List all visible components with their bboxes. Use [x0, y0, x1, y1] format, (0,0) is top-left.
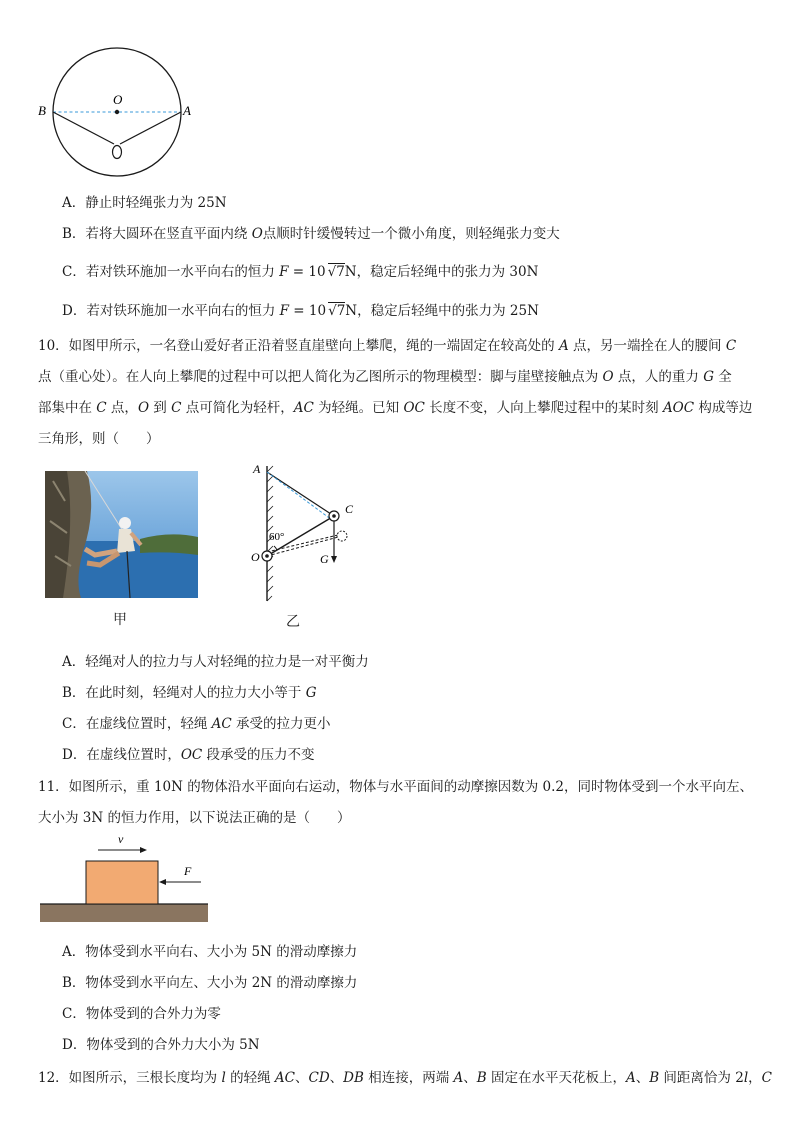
q11-option-d: D．物体受到的合外力大小为 5N: [62, 1037, 260, 1053]
q10-option-a: A．轻绳对人的拉力与人对轻绳的拉力是一对平衡力: [62, 654, 369, 670]
q10-option-d: D．在虚线位置时，OC 段承受的压力不变: [62, 747, 315, 763]
label-b: B: [38, 103, 46, 118]
iron-ring: [113, 146, 122, 159]
q9-ring-figure: [36, 42, 196, 192]
label-a: A: [253, 462, 261, 476]
rope-ac-dashed: [267, 472, 332, 520]
q11-stem: [38, 772, 768, 834]
q10-stem: [38, 331, 768, 455]
q9-option-c: C．若对铁环施加一水平向右的恒力 F = 10 √7N，稳定后轻绳中的张力为 30N: [62, 264, 539, 280]
climber-photo: [45, 471, 198, 598]
rope-ac: [267, 472, 334, 516]
rope-left: [53, 112, 114, 144]
q9-option-d: D．若对铁环施加一水平向右的恒力 F = 10 √7N，稳定后轻绳中的张力为 25N: [62, 303, 539, 319]
q11-option-b: B．物体受到水平向左、大小为 2N 的滑动摩擦力: [62, 975, 358, 991]
label-v: v: [118, 832, 124, 846]
q10-line-4: 三角形，则（ ）: [38, 431, 160, 447]
q11-option-a: A．物体受到水平向右、大小为 5N 的滑动摩擦力: [62, 944, 358, 960]
q10-line-1: 10．如图甲所示，一名登山爱好者正沿着竖直崖壁向上攀爬，绳的一端固定在较高处的 A 点，另一端拴在人的腰间 C: [38, 338, 737, 354]
label-angle: 60°: [269, 531, 285, 543]
caption-jia: 甲: [113, 612, 127, 628]
q9-option-a: A．静止时轻绳张力为 25N: [62, 195, 227, 211]
q9-option-b: B．若将大圆环在竖直平面内绕 O点顺时针缓慢转过一个微小角度，则轻绳张力变大: [62, 226, 560, 242]
caption-yi: 乙: [286, 614, 300, 630]
center-dot: [115, 110, 119, 114]
climber-model-diagram: [248, 460, 368, 605]
q10-option-b: B．在此时刻，轻绳对人的拉力大小等于 G: [62, 685, 317, 701]
block: [86, 861, 158, 904]
label-g: G: [320, 552, 329, 566]
q10-option-c: C．在虚线位置时，轻绳 AC 承受的拉力更小: [62, 716, 331, 732]
block-figure: [38, 830, 212, 925]
q11-line-1: 11．如图所示，重 10N 的物体沿水平面向右运动，物体与水平面间的动摩擦因数为 0.2，同时物体受到一个水平向左、: [38, 779, 754, 795]
rope-right: [120, 112, 181, 144]
point-c-dashed: [337, 531, 347, 541]
q11-option-c: C．物体受到的合外力为零: [62, 1006, 221, 1022]
q10-line-3: 部集中在 C 点，O 到 C 点可简化为轻杆，AC 为轻绳。已知 OC 长度不变，人向上攀爬过程中的某时刻 AOC 构成等边: [38, 400, 753, 416]
ground: [40, 904, 208, 922]
label-o: O: [113, 92, 123, 107]
q12-stem: 12．如图所示，三根长度均为 l 的轻绳 AC、CD、DB 相连接，两端 A、B 固定在水平天花板上，A、B 间距离恰为 2l，C: [38, 1070, 772, 1086]
q10-line-2: 点（重心处）。在人向上攀爬的过程中可以把人简化为乙图所示的物理模型：脚与崖壁接触点为 O 点，人的重力 G 全: [38, 369, 732, 385]
label-o: O: [251, 550, 260, 564]
label-f: F: [184, 864, 192, 878]
label-a: A: [183, 103, 191, 118]
q11-line-2: 大小为 3N 的恒力作用，以下说法正确的是（ ）: [38, 810, 351, 826]
label-c: C: [345, 502, 354, 516]
